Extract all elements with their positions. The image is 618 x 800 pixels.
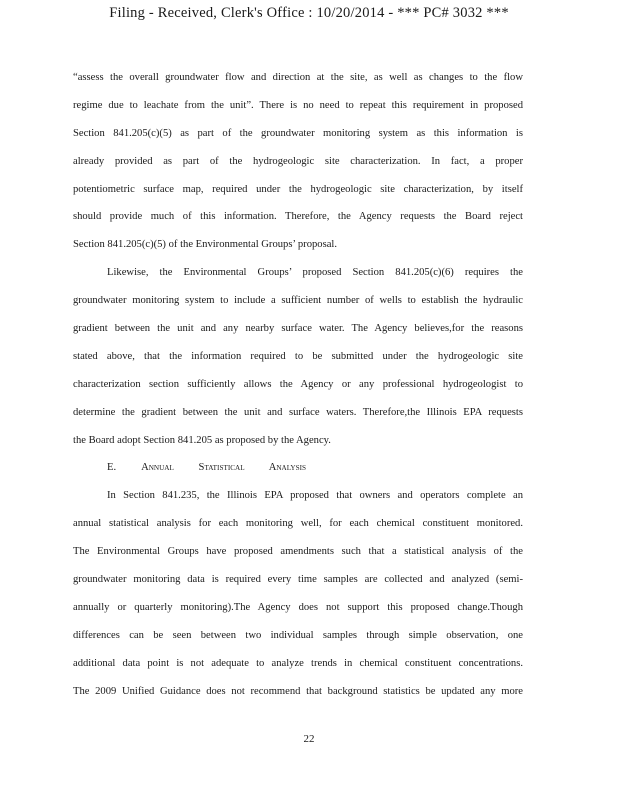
body-line: groundwater monitoring data is required every time samples are collected and analyzed (semi-	[73, 574, 523, 586]
body-line: stated above, that the information required to be submitted under the hydrogeologic site	[73, 350, 523, 362]
body-line: Section 841.205(c)(5) of the Environmental Groups’ proposal.	[73, 239, 337, 251]
body-line: In Section 841.235, the Illinois EPA proposed that owners and operators complete an	[107, 490, 523, 502]
body-line: Likewise, the Environmental Groups’ proposed Section 841.205(c)(6) requires the	[107, 267, 523, 279]
body-line: The 2009 Unified Guidance does not recommend that background statistics be updated any more	[73, 685, 523, 697]
body-line: characterization section sufficiently allows the Agency or any professional hydrogeologist to	[73, 378, 523, 390]
body-line: differences can be seen between two individual samples through simple observation, one	[73, 629, 523, 641]
section-heading-word: ANNUAL	[141, 462, 174, 474]
body-line: annual statistical analysis for each monitoring well, for each chemical constituent monitored.	[73, 518, 523, 530]
filing-header: Filing - Received, Clerk's Office : 10/20/2014 - *** PC# 3032 ***	[109, 5, 509, 21]
body-line: “assess the overall groundwater flow and direction at the site, as well as changes to the flow	[73, 72, 523, 83]
document-body	[73, 64, 523, 705]
section-heading	[73, 454, 523, 482]
section-heading-word: STATISTICAL	[198, 462, 245, 474]
section-heading-word: ANALYSIS	[268, 462, 306, 474]
body-line: groundwater monitoring system to include a sufficient number of wells to establish the hydraulic	[73, 295, 523, 307]
body-line: Section 841.205(c)(5) as part of the groundwater monitoring system as this information is	[73, 127, 523, 139]
body-line: additional data point is not adequate to analyze trends in chemical constituent concentrations.	[73, 657, 523, 669]
body-line: the Board adopt Section 841.205 as proposed by the Agency.	[73, 434, 331, 446]
section-heading-letter: E.	[107, 462, 117, 474]
body-line: determine the gradient between the unit and surface waters. Therefore,the Illinois EPA requests	[73, 406, 523, 418]
body-line: The Environmental Groups have proposed amendments such that a statistical analysis of the	[73, 546, 523, 558]
body-line: gradient between the unit and any nearby surface water. The Agency believes,for the reasons	[73, 323, 523, 335]
body-line: already provided as part of the hydrogeologic site characterization. In fact, a proper	[73, 155, 523, 167]
page-number: 22	[303, 733, 315, 745]
body-line: potentiometric surface map, required under the hydrogeologic site characterization, by itself	[73, 183, 523, 195]
body-line: annually or quarterly monitoring).The Agency does not support this proposed change.Though	[73, 601, 523, 613]
body-line: should provide much of this information. Therefore, the Agency requests the Board reject	[73, 211, 523, 223]
body-line: regime due to leachate from the unit”. There is no need to repeat this requirement in proposed	[73, 99, 523, 111]
